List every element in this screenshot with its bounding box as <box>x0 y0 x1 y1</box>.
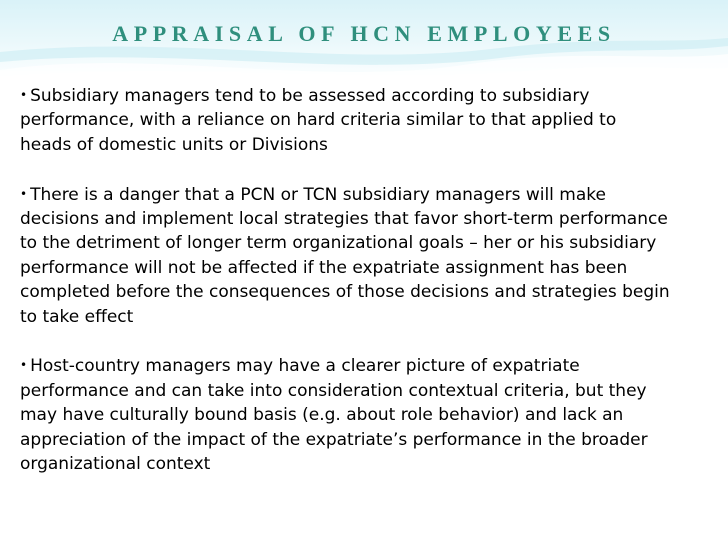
bullet-icon: • <box>20 186 28 201</box>
bullet-text: There is a danger that a PCN or TCN subsidiary managers will make decisions and implement local strategies that favor short-term performance to the detriment of longer term organizational goals – her or his subsidiary performance will not be affected if the expatriate assignment has been completed before the consequences of those decisions and strategies begin to take effect <box>20 184 670 327</box>
bullet-icon: • <box>20 88 28 102</box>
bullet-item <box>20 83 720 157</box>
bullet-item <box>20 182 720 329</box>
slide-title: APPRAISAL OF HCN EMPLOYEES <box>112 21 616 46</box>
bullet-icon: • <box>20 358 28 373</box>
bullet-text: Host-country managers may have a clearer picture of expatriate performance and can take into consideration contextual criteria, but they may have culturally bound basis (e.g. about role behavior) and lack an appreciation of the impact of the expatriate’s performance in the broader organizational context <box>20 356 648 475</box>
bullet-text: Subsidiary managers tend to be assessed according to subsidiary performance, with a reliance on hard criteria similar to that applied to heads of domestic units or Divisions <box>20 86 617 155</box>
slide-body <box>20 83 720 476</box>
bullet-item <box>20 353 720 476</box>
